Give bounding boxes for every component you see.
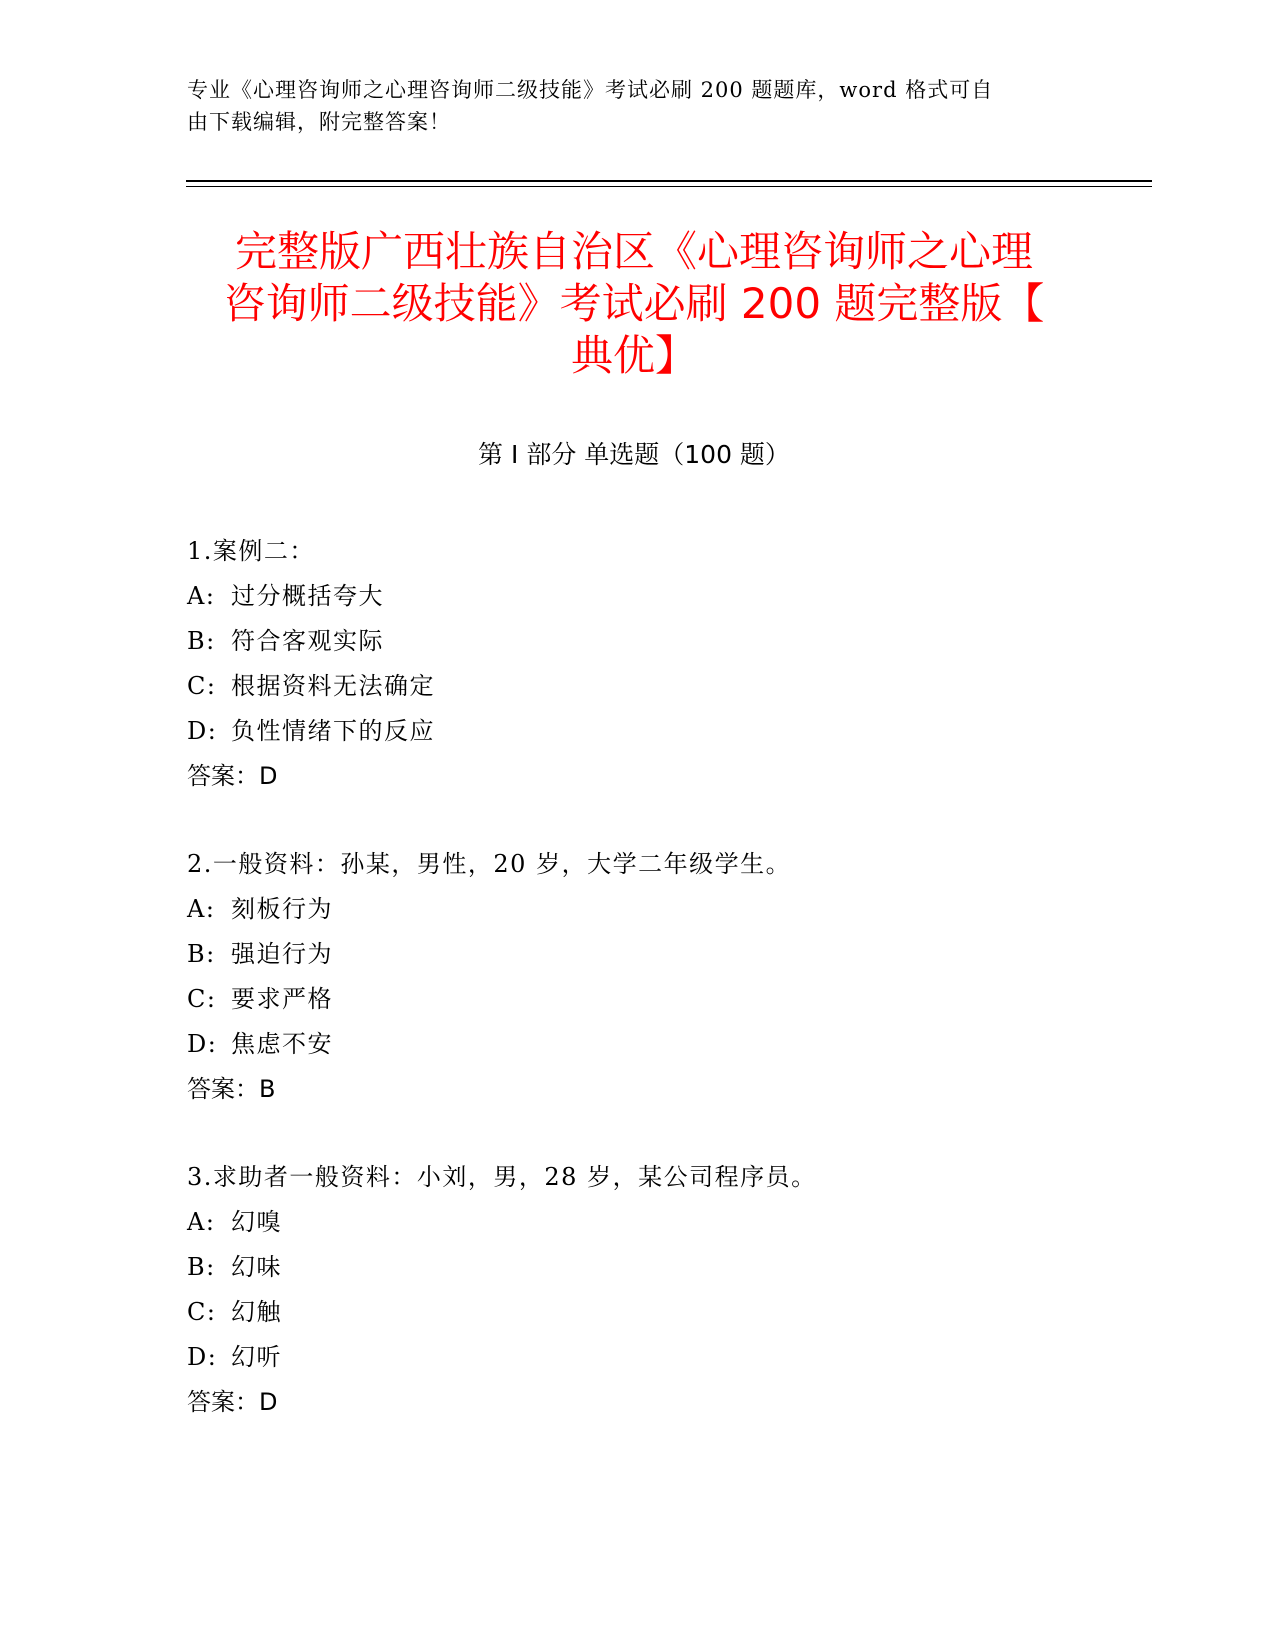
answer-line: 答案：D [187, 1388, 278, 1416]
option-c [187, 977, 1087, 1022]
question-list [187, 529, 1087, 1468]
option-label: A: [187, 1208, 216, 1236]
option-text: 刻板行为 [231, 895, 333, 923]
document-title-line-3: 典优】 [570, 331, 697, 380]
question-stem: 2.一般资料：孙某，男性，20 岁，大学二年级学生。 [187, 850, 792, 878]
option-label: C: [187, 1298, 217, 1326]
document-title-line-2: 咨询师二级技能》考试必刷 200 题完整版【 [223, 279, 1045, 328]
option-text: 焦虑不安 [231, 1030, 333, 1058]
option-c [187, 664, 1087, 709]
option-a [187, 887, 1087, 932]
option-b [187, 932, 1087, 977]
option-text: 根据资料无法确定 [231, 672, 435, 700]
option-label: D: [187, 1030, 218, 1058]
option-d [187, 709, 1087, 754]
question-stem: 1.案例二： [187, 537, 315, 565]
option-text: 过分概括夸大 [231, 582, 384, 610]
option-a [187, 574, 1087, 619]
document-title [186, 226, 1082, 382]
question-3 [187, 1155, 1087, 1425]
option-b [187, 619, 1087, 664]
option-text: 幻触 [231, 1298, 282, 1326]
option-a [187, 1200, 1087, 1245]
header-note-line-1: 专业《心理咨询师之心理咨询师二级技能》考试必刷 200 题题库，word 格式可自 [187, 78, 994, 102]
answer-line: 答案：B [187, 1075, 276, 1103]
option-text: 负性情绪下的反应 [231, 717, 435, 745]
header-note [187, 74, 1067, 138]
option-label: C: [187, 985, 217, 1013]
option-d [187, 1335, 1087, 1380]
option-label: A: [187, 895, 216, 923]
header-divider-thick [186, 180, 1152, 182]
question-2 [187, 842, 1087, 1112]
question-1 [187, 529, 1087, 799]
option-text: 幻嗅 [231, 1208, 282, 1236]
option-b [187, 1245, 1087, 1290]
document-title-line-1: 完整版广西壮族自治区《心理咨询师之心理 [234, 227, 1033, 276]
option-label: A: [187, 582, 216, 610]
option-text: 幻听 [231, 1343, 282, 1371]
option-c [187, 1290, 1087, 1335]
option-label: B: [187, 940, 216, 968]
option-label: D: [187, 1343, 218, 1371]
option-label: B: [187, 1253, 216, 1281]
option-d [187, 1022, 1087, 1067]
header-note-line-2: 由下载编辑，附完整答案！ [187, 110, 451, 134]
option-text: 强迫行为 [231, 940, 333, 968]
answer-line: 答案：D [187, 762, 278, 790]
option-label: C: [187, 672, 217, 700]
option-text: 符合客观实际 [231, 627, 384, 655]
section-heading: 第 I 部分 单选题（100 题） [478, 440, 790, 469]
option-text: 要求严格 [231, 985, 333, 1013]
header-divider-thin [186, 186, 1152, 187]
option-label: D: [187, 717, 218, 745]
option-text: 幻味 [231, 1253, 282, 1281]
option-label: B: [187, 627, 216, 655]
question-stem: 3.求助者一般资料：小刘，男，28 岁，某公司程序员。 [187, 1163, 817, 1191]
